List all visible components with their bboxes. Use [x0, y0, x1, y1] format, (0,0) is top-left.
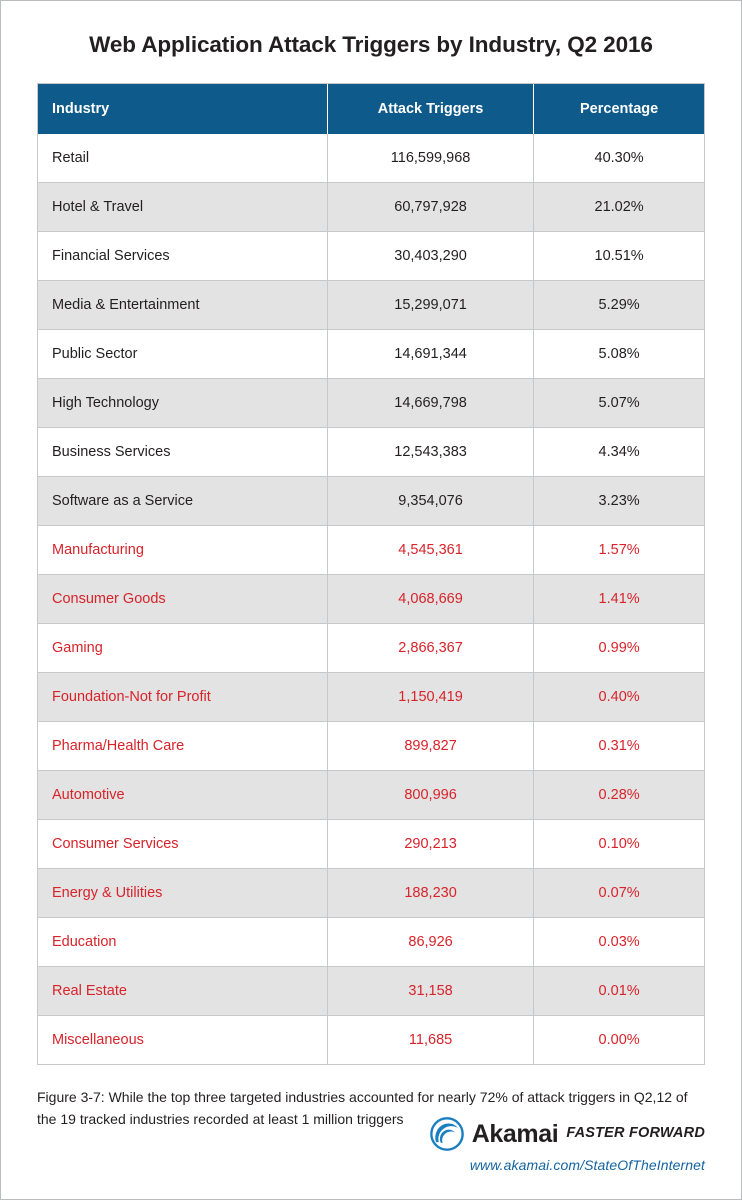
cell-attack-triggers: 4,068,669	[327, 575, 533, 624]
table-row	[38, 477, 704, 526]
cell-attack-triggers: 4,545,361	[327, 526, 533, 575]
cell-attack-triggers: 60,797,928	[327, 183, 533, 232]
table-row	[38, 722, 704, 771]
akamai-logo	[430, 1117, 705, 1151]
cell-industry: Consumer Services	[38, 820, 327, 869]
cell-percentage: 3.23%	[534, 477, 704, 526]
cell-attack-triggers: 800,996	[327, 771, 533, 820]
cell-percentage: 0.01%	[534, 967, 704, 1016]
cell-industry: High Technology	[38, 379, 327, 428]
table-row	[38, 183, 704, 232]
table-row	[38, 869, 704, 918]
cell-percentage: 4.34%	[534, 428, 704, 477]
cell-industry: Real Estate	[38, 967, 327, 1016]
cell-attack-triggers: 14,691,344	[327, 330, 533, 379]
cell-industry: Consumer Goods	[38, 575, 327, 624]
cell-attack-triggers: 86,926	[327, 918, 533, 967]
table-row	[38, 673, 704, 722]
cell-industry: Miscellaneous	[38, 1016, 327, 1065]
table-row	[38, 428, 704, 477]
cell-industry: Education	[38, 918, 327, 967]
cell-industry: Foundation-Not for Profit	[38, 673, 327, 722]
table-row	[38, 232, 704, 281]
column-header-industry: Industry	[38, 84, 327, 134]
table-row	[38, 967, 704, 1016]
akamai-wordmark: Akamai	[471, 1119, 559, 1148]
cell-industry: Manufacturing	[38, 526, 327, 575]
cell-industry: Public Sector	[38, 330, 327, 379]
cell-industry: Financial Services	[38, 232, 327, 281]
cell-percentage: 0.10%	[534, 820, 704, 869]
table-row	[38, 575, 704, 624]
table-row	[38, 330, 704, 379]
table-row	[38, 281, 704, 330]
cell-percentage: 0.40%	[534, 673, 704, 722]
cell-attack-triggers: 188,230	[327, 869, 533, 918]
cell-attack-triggers: 15,299,071	[327, 281, 533, 330]
footer	[430, 1117, 705, 1173]
table-row	[38, 1016, 704, 1065]
data-table-container	[37, 83, 705, 1065]
cell-attack-triggers: 2,866,367	[327, 624, 533, 673]
cell-industry: Retail	[38, 134, 327, 183]
table-row	[38, 526, 704, 575]
column-header-percentage: Percentage	[534, 84, 704, 134]
cell-percentage: 0.07%	[534, 869, 704, 918]
table-body	[38, 134, 704, 1064]
cell-percentage: 21.02%	[534, 183, 704, 232]
cell-attack-triggers: 9,354,076	[327, 477, 533, 526]
cell-attack-triggers: 12,543,383	[327, 428, 533, 477]
table-row	[38, 379, 704, 428]
cell-attack-triggers: 1,150,419	[327, 673, 533, 722]
cell-percentage: 5.29%	[534, 281, 704, 330]
cell-attack-triggers: 11,685	[327, 1016, 533, 1065]
cell-industry: Gaming	[38, 624, 327, 673]
akamai-tagline: FASTER FORWARD	[566, 1125, 705, 1142]
cell-industry: Software as a Service	[38, 477, 327, 526]
cell-attack-triggers: 290,213	[327, 820, 533, 869]
cell-percentage: 0.00%	[534, 1016, 704, 1065]
attack-triggers-table	[38, 84, 704, 1064]
cell-percentage: 5.07%	[534, 379, 704, 428]
table-header	[38, 84, 704, 134]
figure-caption: Figure 3-7: While the top three targeted industries accounted for nearly 72% of attack triggers in Q2,12 of the 19 tracked industries recorded at least 1 million triggers	[37, 1089, 688, 1127]
table-row	[38, 624, 704, 673]
cell-attack-triggers: 14,669,798	[327, 379, 533, 428]
table-row	[38, 134, 704, 183]
cell-attack-triggers: 31,158	[327, 967, 533, 1016]
table-row	[38, 771, 704, 820]
akamai-swirl-icon	[430, 1117, 464, 1151]
cell-percentage: 0.28%	[534, 771, 704, 820]
cell-industry: Pharma/Health Care	[38, 722, 327, 771]
cell-percentage: 5.08%	[534, 330, 704, 379]
cell-percentage: 0.03%	[534, 918, 704, 967]
cell-percentage: 0.99%	[534, 624, 704, 673]
cell-percentage: 1.41%	[534, 575, 704, 624]
page-title: Web Application Attack Triggers by Industry, Q2 2016	[89, 32, 653, 57]
cell-percentage: 1.57%	[534, 526, 704, 575]
cell-industry: Media & Entertainment	[38, 281, 327, 330]
table-row	[38, 820, 704, 869]
cell-industry: Automotive	[38, 771, 327, 820]
cell-percentage: 0.31%	[534, 722, 704, 771]
cell-industry: Business Services	[38, 428, 327, 477]
cell-percentage: 10.51%	[534, 232, 704, 281]
cell-attack-triggers: 899,827	[327, 722, 533, 771]
akamai-url[interactable]: www.akamai.com/StateOfTheInternet	[469, 1157, 705, 1173]
cell-industry: Energy & Utilities	[38, 869, 327, 918]
cell-attack-triggers: 116,599,968	[327, 134, 533, 183]
table-row	[38, 918, 704, 967]
column-header-attack-triggers: Attack Triggers	[327, 84, 533, 134]
cell-industry: Hotel & Travel	[38, 183, 327, 232]
table-header-row	[38, 84, 704, 134]
cell-percentage: 40.30%	[534, 134, 704, 183]
cell-attack-triggers: 30,403,290	[327, 232, 533, 281]
